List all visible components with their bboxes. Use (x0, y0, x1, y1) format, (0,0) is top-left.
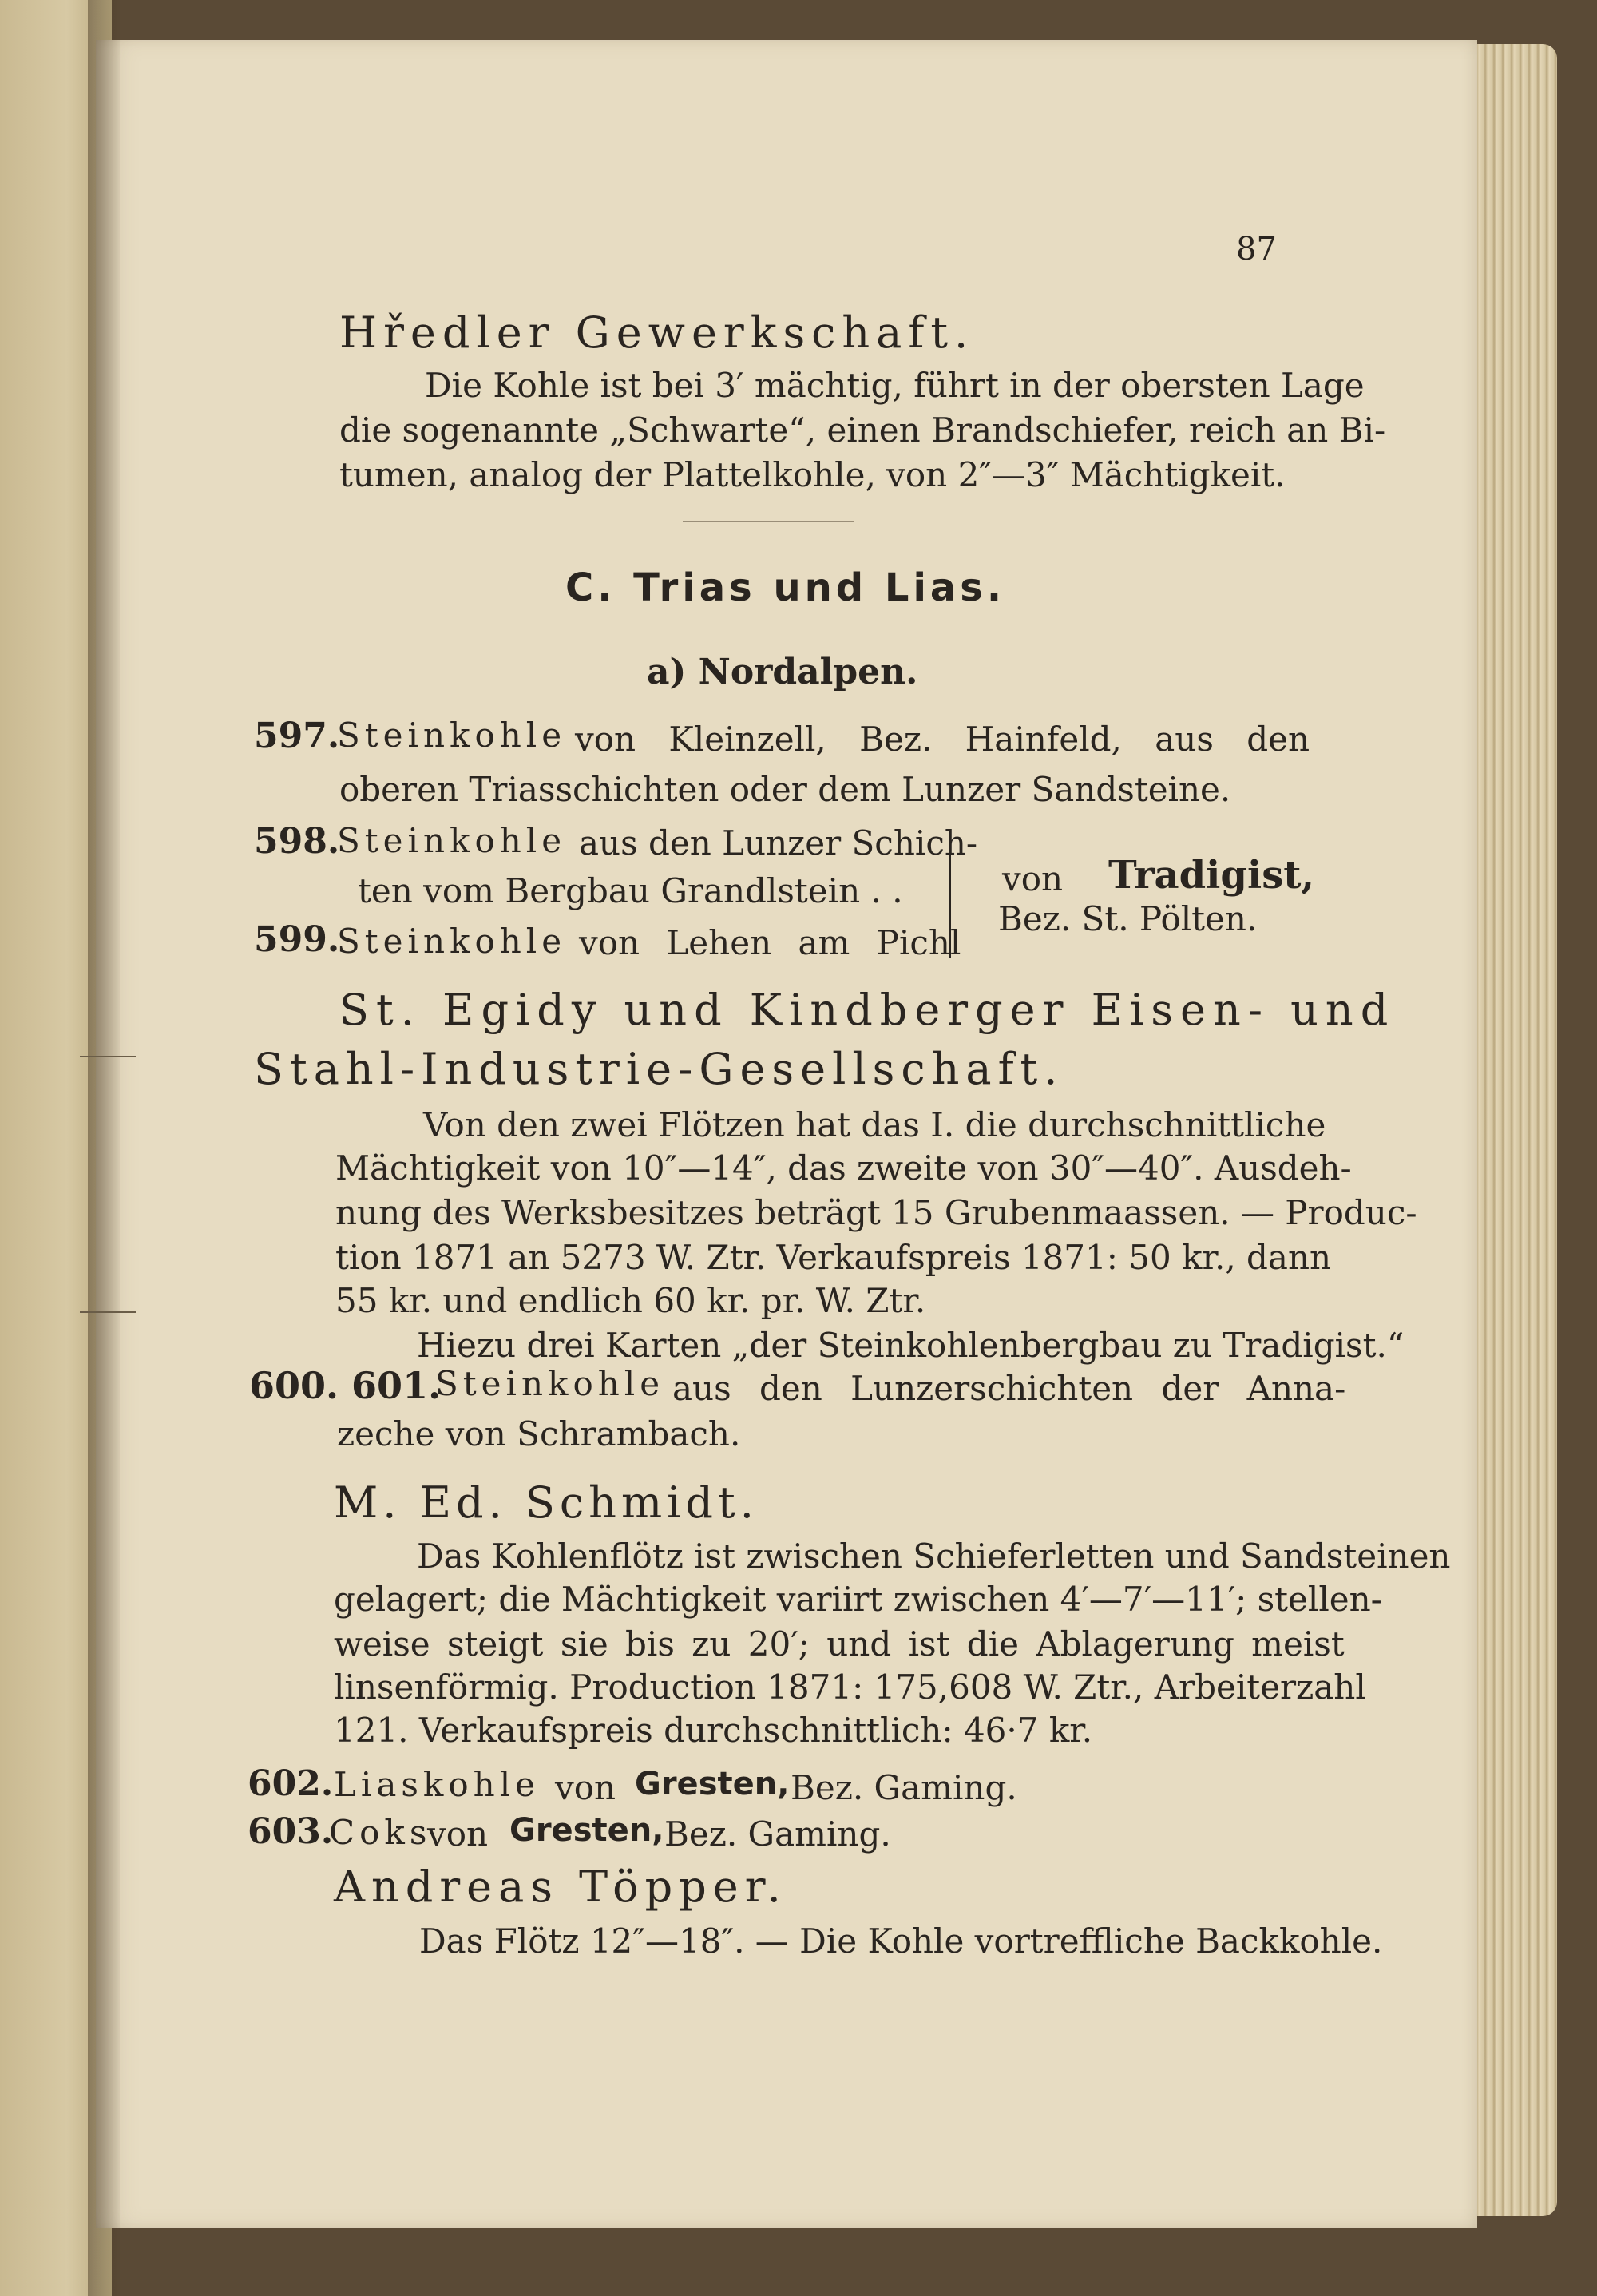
egidy-heading-line-1: St. Egidy und Kindberger Eisen- und (339, 985, 1396, 1035)
entry-term-598: Steinkohle (337, 821, 567, 860)
egidy-line-6: Hiezu drei Karten „der Steinkohlenbergbau zu Tradigist.“ (417, 1326, 1405, 1365)
entry-602-rest: Bez. Gaming. (791, 1768, 1017, 1807)
egidy-line-3: nung des Werksbesitzes beträgt 15 Grubenmaassen. — Produc- (335, 1193, 1417, 1232)
egidy-line-1: Von den zwei Flötzen hat das I. die durchschnittliche (423, 1105, 1326, 1144)
entry-597-line-1: von Kleinzell, Bez. Hainfeld, aus den (575, 720, 1310, 759)
hredler-line-2: die sogenannte „Schwarte“, einen Brandschiefer, reich an Bi- (339, 410, 1386, 450)
entry-number-599: 599. (254, 919, 340, 960)
entry-602-place: Gresten, (635, 1766, 790, 1802)
entry-598-line-2: ten vom Bergbau Grandlstein . . (358, 871, 903, 910)
entry-number-602: 602. (248, 1763, 334, 1804)
margin-tick (80, 1311, 136, 1313)
section-divider (683, 521, 854, 522)
entry-number-597: 597. (254, 716, 340, 756)
margin-tick (80, 1056, 136, 1057)
entry-600-rest: aus den Lunzerschichten der Anna- (672, 1369, 1346, 1408)
brace-district: Bez. St. Pölten. (998, 899, 1258, 938)
hredler-heading: Hředler Gewerkschaft. (339, 307, 975, 358)
entry-term-600: Steinkohle (435, 1364, 665, 1403)
schmidt-line-3: weise steigt sie bis zu 20′; und ist die Ablagerung meist (334, 1624, 1345, 1664)
schmidt-line-2: gelagert; die Mächtigkeit variirt zwischen 4′—7′—11′; stellen- (334, 1580, 1382, 1619)
entry-term-602: Liaskohle (334, 1765, 540, 1804)
book-gutter (88, 0, 120, 2296)
egidy-line-5: 55 kr. und endlich 60 kr. pr. W. Ztr. (335, 1281, 926, 1320)
entry-603-place: Gresten, (509, 1812, 664, 1849)
schmidt-line-4: linsenförmig. Production 1871: 175,608 W. Ztr., Arbeiterzahl (334, 1667, 1366, 1707)
page-number: 87 (1236, 231, 1277, 268)
entry-599-rest: von Lehen am Pichl (579, 923, 961, 962)
hredler-line-1: Die Kohle ist bei 3′ mächtig, führt in der obersten Lage (425, 366, 1365, 405)
entry-term-597: Steinkohle (337, 716, 567, 755)
entry-number-603: 603. (248, 1811, 334, 1852)
egidy-line-2: Mächtigkeit von 10″—14″, das zweite von 30″—40″. Ausdeh- (335, 1148, 1352, 1188)
section-title: C. Trias und Lias. (565, 565, 1006, 610)
entry-598-line-1-rest: aus den Lunzer Schich- (579, 823, 978, 862)
entry-number-598: 598. (254, 821, 340, 862)
entry-597-line-2: oberen Triasschichten oder dem Lunzer Sandsteine. (339, 770, 1231, 809)
brace-place: Tradigist, (1108, 853, 1315, 898)
toepper-heading: Andreas Töpper. (334, 1862, 787, 1912)
schmidt-line-1: Das Kohlenflötz ist zwischen Schieferletten und Sandsteinen (417, 1537, 1451, 1576)
egidy-line-4: tion 1871 an 5273 W. Ztr. Verkaufspreis 1871: 50 kr., dann (335, 1238, 1332, 1277)
entry-603-rest: Bez. Gaming. (664, 1814, 891, 1854)
entry-603-von: von (427, 1814, 489, 1854)
toepper-line: Das Flötz 12″—18″. — Die Kohle vortreffliche Backkohle. (419, 1921, 1383, 1961)
right-brace (949, 832, 962, 958)
entry-term-599: Steinkohle (337, 922, 567, 961)
schmidt-line-5: 121. Verkaufspreis durchschnittlich: 46·7 kr. (334, 1711, 1093, 1750)
hredler-line-3: tumen, analog der Plattelkohle, von 2″—3″ Mächtigkeit. (339, 455, 1286, 494)
entry-602-von: von (555, 1768, 616, 1807)
schmidt-heading: M. Ed. Schmidt. (334, 1477, 759, 1528)
entry-term-603: Coks (329, 1813, 432, 1852)
entry-600-line-2: zeche von Schrambach. (337, 1414, 741, 1453)
section-subtitle: a) Nordalpen. (647, 652, 918, 692)
brace-von: von (1002, 859, 1064, 898)
egidy-heading-line-2: Stahl-Industrie-Gesellschaft. (254, 1044, 1064, 1094)
entry-number-600-601: 600. 601. (249, 1364, 442, 1407)
